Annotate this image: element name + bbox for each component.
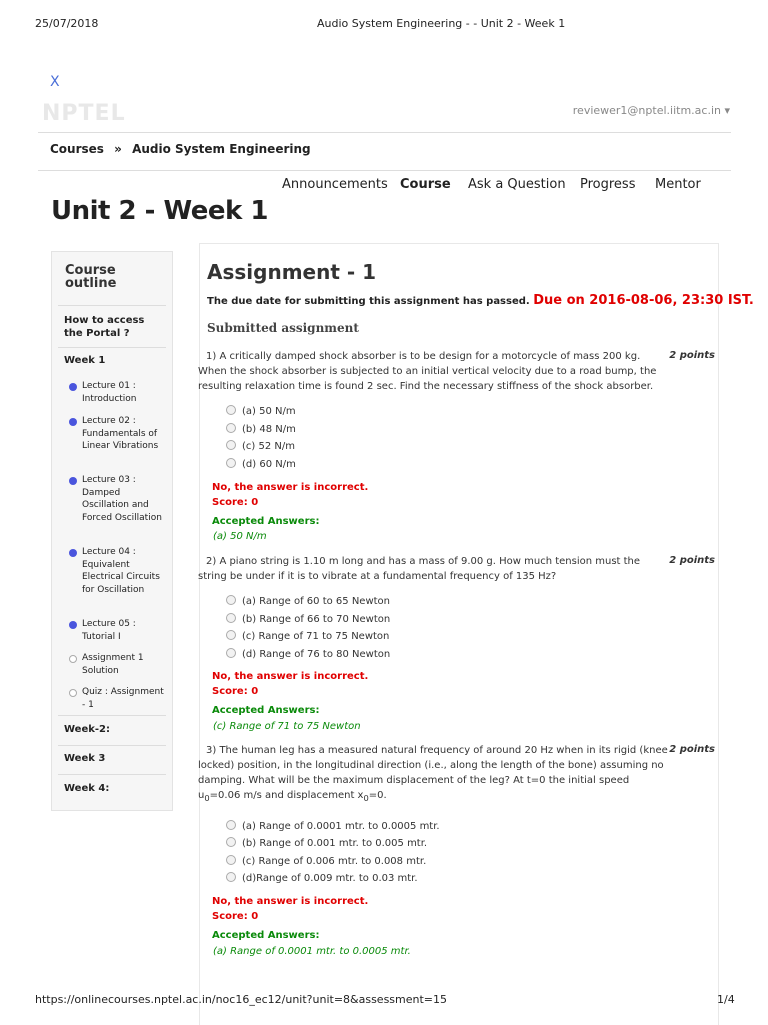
print-footer-page: 1/4 — [717, 993, 735, 1006]
nptel-logo: NPTEL — [42, 101, 126, 126]
sidebar-divider — [58, 745, 166, 746]
subscript: 0 — [363, 793, 369, 803]
lecture-label: Quiz : Assignment - 1 — [82, 687, 164, 710]
breadcrumb-courses[interactable]: Courses — [50, 142, 104, 156]
progress-dot-icon — [69, 383, 77, 391]
option-label: (b) Range of 66 to 70 Newton — [242, 614, 391, 625]
header-divider — [38, 132, 731, 133]
due-notice — [207, 293, 754, 308]
progress-circle-icon — [69, 655, 77, 663]
question-2-option-c[interactable] — [226, 630, 389, 642]
submitted-heading: Submitted assignment — [207, 321, 359, 335]
tab-announcements[interactable]: Announcements — [282, 177, 388, 192]
lecture-label: Lecture 05 : Tutorial I — [82, 619, 136, 642]
lecture-label: Lecture 01 : Introduction — [82, 381, 137, 404]
progress-dot-icon — [69, 477, 77, 485]
sidebar-divider — [58, 774, 166, 775]
radio-icon[interactable] — [226, 872, 236, 882]
due-date: Due on 2016-08-06, 23:30 IST. — [533, 293, 754, 308]
radio-icon[interactable] — [226, 595, 236, 605]
radio-icon[interactable] — [226, 648, 236, 658]
assignment-title: Assignment - 1 — [207, 260, 377, 284]
breadcrumb-divider — [38, 170, 731, 171]
question-2-result: No, the answer is incorrect. — [212, 671, 369, 682]
due-text: The due date for submitting this assignment has passed. — [207, 296, 530, 307]
question-3-accepted-answer: (a) Range of 0.0001 mtr. to 0.0005 mtr. — [213, 946, 411, 957]
sidebar-item-week-2[interactable]: Week-2: — [64, 724, 110, 735]
page-title: Unit 2 - Week 1 — [51, 196, 268, 226]
breadcrumb-separator: » — [114, 142, 122, 156]
option-label: (b) 48 N/m — [242, 424, 296, 435]
sidebar-item-week-3[interactable]: Week 3 — [64, 753, 106, 764]
radio-icon[interactable] — [226, 630, 236, 640]
question-3-option-c[interactable] — [226, 855, 426, 867]
question-3-text-main: 3) The human leg has a measured natural frequency of around 20 Hz when in its rigid (knee locked) position, in the longitudinal direction (i.e., along the length of the bone) assuming no damping. What will be the maximum displacement of the leg? At t=0 the initial speed u — [198, 745, 668, 801]
option-label: (c) Range of 71 to 75 Newton — [242, 631, 390, 642]
question-1-text: 1) A critically damped shock absorber is to be design for a motorcycle of mass 200 kg. When the shock absorber is subjected to an initial vertical velocity due to a road bump, the resulting relaxation time is found 2 sec. Find the necessary stiffness of the shock absorber. — [198, 351, 657, 392]
print-footer-url: https://onlinecourses.nptel.ac.in/noc16_ec12/unit?unit=8&assessment=15 — [35, 993, 448, 1006]
question-1-accepted-label: Accepted Answers: — [212, 516, 320, 527]
question-3-score: Score: 0 — [212, 911, 259, 922]
sidebar-divider — [58, 305, 166, 306]
question-2-points: 2 points — [669, 555, 715, 566]
breadcrumb — [50, 142, 317, 156]
question-2-score: Score: 0 — [212, 686, 259, 697]
lecture-label: Lecture 02 : Fundamentals of Linear Vibrations — [82, 416, 159, 451]
radio-icon[interactable] — [226, 613, 236, 623]
question-1-points: 2 points — [669, 350, 715, 361]
sidebar-item-how-to-access[interactable]: How to access the Portal ? — [64, 315, 145, 339]
question-2-accepted-label: Accepted Answers: — [212, 705, 320, 716]
question-2-option-d[interactable] — [226, 648, 390, 660]
print-date: 25/07/2018 — [35, 17, 99, 30]
tab-course[interactable]: Course — [400, 177, 451, 192]
radio-icon[interactable] — [226, 837, 236, 847]
radio-icon[interactable] — [226, 423, 236, 433]
question-1-result: No, the answer is incorrect. — [212, 482, 369, 493]
question-3-text-end: =0. — [368, 790, 387, 801]
option-label: (d) Range of 76 to 80 Newton — [242, 649, 391, 660]
question-3-option-b[interactable] — [226, 837, 427, 849]
radio-icon[interactable] — [226, 820, 236, 830]
question-2-text: 2) A piano string is 1.10 m long and has a mass of 9.00 g. How much tension must the string be under if it is to vibrate at a fundamental frequency of 135 Hz? — [198, 556, 641, 582]
tab-mentor[interactable]: Mentor — [655, 177, 701, 192]
question-3-text — [198, 743, 668, 806]
subscript: 0 — [204, 793, 210, 803]
radio-icon[interactable] — [226, 458, 236, 468]
question-3-points: 2 points — [669, 744, 715, 755]
option-label: (c) 52 N/m — [242, 441, 295, 452]
question-1-score: Score: 0 — [212, 497, 259, 508]
lecture-label: Assignment 1 Solution — [82, 653, 144, 676]
tab-progress[interactable]: Progress — [580, 177, 636, 192]
question-2-option-b[interactable] — [226, 613, 390, 625]
question-3-result: No, the answer is incorrect. — [212, 896, 369, 907]
course-outline-sidebar — [51, 251, 173, 811]
question-1-option-c[interactable] — [226, 440, 295, 452]
radio-icon[interactable] — [226, 855, 236, 865]
option-label: (d)Range of 0.009 mtr. to 0.03 mtr. — [242, 873, 418, 884]
question-3-accepted-label: Accepted Answers: — [212, 930, 320, 941]
close-button[interactable]: X — [50, 74, 60, 90]
sidebar-item-week-1[interactable]: Week 1 — [64, 355, 106, 366]
question-2-option-a[interactable] — [226, 595, 390, 607]
sidebar-item-week-4[interactable]: Week 4: — [64, 783, 110, 794]
option-label: (d) 60 N/m — [242, 459, 296, 470]
breadcrumb-course[interactable]: Audio System Engineering — [132, 142, 311, 156]
option-label: (a) Range of 0.0001 mtr. to 0.0005 mtr. — [242, 821, 440, 832]
question-3-text-mid: =0.06 m/s and displacement x — [209, 790, 364, 801]
question-1-option-b[interactable] — [226, 423, 296, 435]
progress-dot-icon — [69, 418, 77, 426]
option-label: (c) Range of 0.006 mtr. to 0.008 mtr. — [242, 856, 427, 867]
user-menu[interactable]: reviewer1@nptel.iitm.ac.in ▾ — [572, 104, 730, 117]
print-title: Audio System Engineering - - Unit 2 - Week 1 — [317, 17, 566, 30]
question-1-option-d[interactable] — [226, 458, 296, 470]
option-label: (b) Range of 0.001 mtr. to 0.005 mtr. — [242, 838, 428, 849]
progress-dot-icon — [69, 621, 77, 629]
lecture-label: Lecture 03 : Damped Oscillation and Forced Oscillation — [82, 475, 162, 523]
lecture-label: Lecture 04 : Equivalent Electrical Circuits for Oscillation — [82, 547, 160, 595]
option-label: (a) 50 N/m — [242, 406, 296, 417]
question-1-option-a[interactable] — [226, 405, 296, 417]
option-label: (a) Range of 60 to 65 Newton — [242, 596, 391, 607]
question-3-option-d[interactable] — [226, 872, 418, 884]
progress-dot-icon — [69, 549, 77, 557]
sidebar-divider — [58, 715, 166, 716]
sidebar-title: Course outline — [65, 263, 117, 291]
radio-icon[interactable] — [226, 405, 236, 415]
question-1-accepted-answer: (a) 50 N/m — [213, 531, 267, 542]
sidebar-divider — [58, 347, 166, 348]
radio-icon[interactable] — [226, 440, 236, 450]
progress-circle-icon — [69, 689, 77, 697]
tab-ask-question[interactable]: Ask a Question — [468, 177, 566, 192]
question-3-option-a[interactable] — [226, 820, 440, 832]
question-2-accepted-answer: (c) Range of 71 to 75 Newton — [213, 721, 361, 732]
